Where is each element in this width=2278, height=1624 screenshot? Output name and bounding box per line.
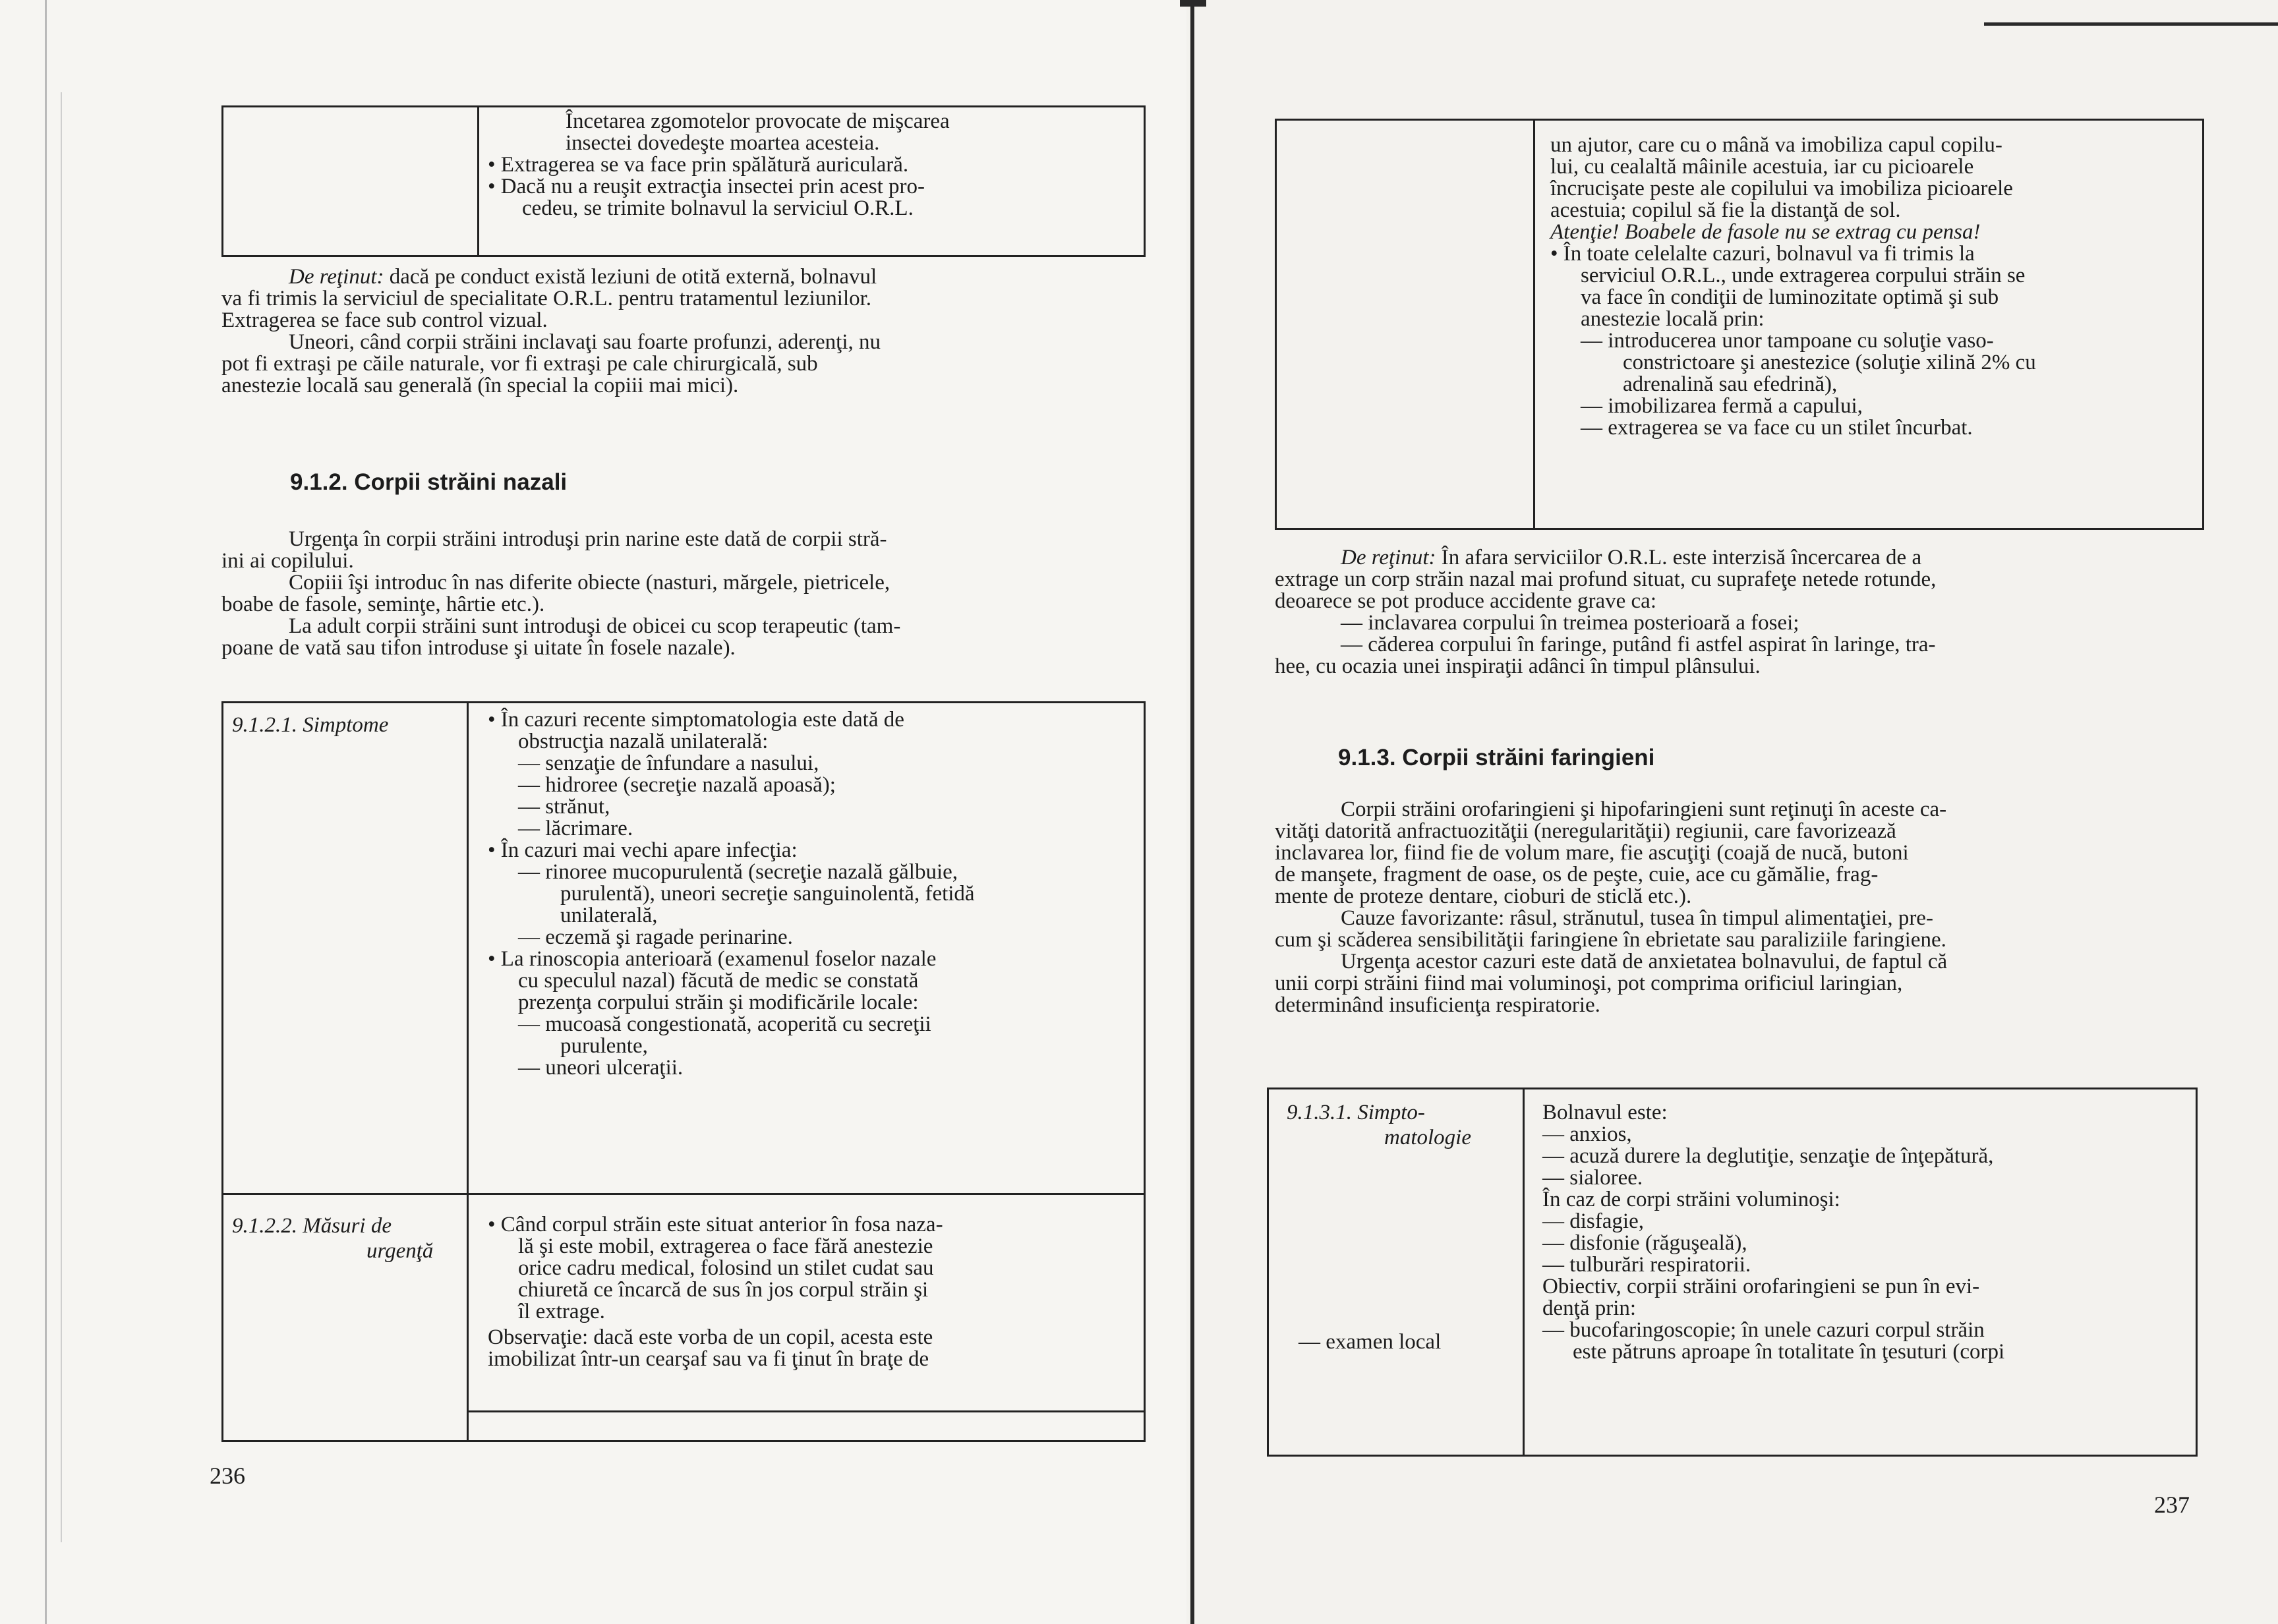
text-line: În caz de corpi străini voluminoşi: [1542,1188,1840,1211]
text-line: denţă prin: [1542,1296,1637,1320]
dash-item: — sialoree. [1542,1166,1643,1190]
dash-item: — strănut, [518,795,610,819]
dash-item: — bucofaringoscopie; în unele cazuri corpul străin [1542,1318,1985,1342]
dash-item: — anxios, [1542,1122,1632,1146]
bullet-item: • Dacă nu a reuşit extracţia insectei prin acest pro- [488,175,925,198]
table-row-divider [221,1193,1146,1195]
bullet-item: • Extragerea se va face prin spălătură auriculară. [488,153,909,177]
text-line: dacă pe conduct există leziuni de otită externă, bolnavul [389,265,877,289]
text-line: hee, cu ocazia unei inspiraţii adânci în timpul plânsului. [1275,654,1761,678]
table-divider [1533,119,1535,530]
dash-item: — introducerea unor tampoane cu soluţie vaso- [1581,329,1994,353]
text-line: boabe de fasole, seminţe, hârtie etc.). [221,593,545,616]
text-line: Urgenţa în corpii străini introduşi prin narine este dată de corpii stră- [289,527,887,551]
text-line: inclavarea lor, fiind fie de volum mare, fie ascuţiţi (coajă de nucă, butoni [1275,841,1909,865]
text-line: un ajutor, care cu o mână va imobiliza capul copilu- [1550,133,2002,157]
text-line: anestezie locală sau generală (în special la copiii mai mici). [221,374,739,397]
dash-item: — lăcrimare. [518,817,633,840]
text-line: de manşete, fragment de oase, os de peşte, cuie, ace cu gămălie, frag- [1275,863,1879,886]
text-line: Bolnavul este: [1542,1101,1668,1124]
text-line: deoarece se pot produce accidente grave ca: [1275,589,1656,613]
text-line: chiuretă ce încarcă de sus în jos corpul străin şi [518,1278,929,1302]
text-line: La adult corpii străini sunt introduşi de obicei cu scop terapeutic (tam- [289,614,901,638]
dash-item: — senzaţie de înfundare a nasului, [518,751,819,775]
table-divider [1523,1088,1525,1457]
text-line: Observaţie: dacă este vorba de un copil, acesta este [488,1325,933,1349]
text-line: cu speculul nazal) făcută de medic se constată [518,969,919,993]
text-line: orice cadru medical, folosind un stilet cudat sau [518,1256,934,1280]
note-label: De reţinut: [289,265,384,289]
text-line: Încetarea zgomotelor provocate de mişcarea [566,109,950,133]
text-line: Urgenţa acestor cazuri este dată de anxietatea bolnavului, de faptul că [1341,950,1948,973]
symptoms-content [488,709,1140,1079]
dash-item: — extragerea se va face cu un stilet încurbat. [1581,416,1973,440]
left-top-table-content [488,111,1140,219]
text-line: poane de vată sau tifon introduse şi uitate în fosele nazale). [221,636,736,660]
text-line: va fi trimis la serviciul de specialitate O.R.L. pentru tratamentul leziunilor. [221,287,872,310]
scan-edge-line [45,0,47,1624]
text-line: anestezie locală prin: [1581,307,1765,331]
text-line: cum şi scăderea sensibilităţii faringiene în ebrietate sau paraliziile faringiene. [1275,928,1946,952]
text-line: ini ai copilului. [221,549,354,573]
text-line: extrage un corp străin nazal mai profund situat, cu suprafeţe netede rotunde, [1275,567,1937,591]
text-line: constrictoare şi anestezice (soluţie xilină 2% cu [1623,351,2036,374]
exam-local-label: — examen local [1299,1330,1442,1354]
table-divider [477,105,479,257]
bullet-item: • Când corpul străin este situat anterior în fosa naza- [488,1213,943,1236]
symptoms-label-cont: matologie [1384,1126,1471,1149]
text-line: cedeu, se trimite bolnavul la serviciul O.R.L. [522,196,914,220]
right-symptoms-content [1542,1102,2191,1363]
text-line: Copiii îşi introduc în nas diferite obiecte (nasturi, mărgele, pietricele, [289,571,891,594]
text-line: Extragerea se face sub control vizual. [221,308,548,332]
page-number: 237 [2154,1492,2190,1518]
text-line: încrucişate peste ale copilului va imobiliza picioarele [1550,177,2013,200]
table-divider [467,701,469,1442]
urgent-content [488,1214,1140,1370]
text-line: insectei dovedeşte moartea acesteia. [566,131,880,155]
text-line: determinând insuficienţa respiratorie. [1275,993,1600,1017]
dash-item: — imobilizarea fermă a capului, [1581,394,1863,418]
bullet-item: • În toate celelalte cazuri, bolnavul va fi trimis la [1550,242,1975,266]
right-intro-paragraph [1275,799,2204,1016]
text-line: Obiectiv, corpii străini orofaringieni se pun în evi- [1542,1275,1980,1298]
text-line: În afara serviciilor O.R.L. este interzisă încercarea de a [1441,546,1922,569]
text-line: lui, cu cealaltă mâinile acestuia, iar cu picioarele [1550,155,1974,179]
right-note-paragraph [1275,547,2204,678]
urgent-label: 9.1.2.2. Măsuri de [232,1214,392,1238]
text-line: prezenţa corpului străin şi modificările locale: [518,991,919,1014]
dash-item: — acuză durere la deglutiţie, senzaţie de înţepătură, [1542,1144,1994,1168]
text-line: unii corpi străini fiind mai voluminoşi, pot comprima orificiul laringian, [1275,972,1903,995]
text-line: serviciul O.R.L., unde extragerea corpului străin se [1581,264,2026,287]
section-heading: 9.1.2. Corpii străini nazali [290,469,568,495]
symptoms-label: 9.1.2.1. Simptome [232,713,389,737]
text-line: acestuia; copilul să fie la distanţă de sol. [1550,198,1901,222]
text-line: purulente, [560,1034,648,1058]
left-intro-paragraph [221,529,1146,659]
section-heading: 9.1.3. Corpii străini faringieni [1338,745,1655,770]
note-label: De reţinut: [1341,546,1436,569]
page-number: 236 [210,1463,245,1489]
text-line: îl extrage. [518,1300,605,1323]
text-line: lă şi este mobil, extragerea o face fără anestezie [518,1234,933,1258]
dash-item: — disfonie (răguşeală), [1542,1231,1747,1255]
dash-item: — uneori ulceraţii. [518,1056,684,1080]
urgent-label-cont: urgenţă [366,1239,434,1263]
bullet-item: • La rinoscopia anterioară (examenul foselor nazale [488,947,937,971]
dash-item: — disfagie, [1542,1209,1644,1233]
text-line: unilaterală, [560,904,658,927]
text-line: pot fi extraşi pe căile naturale, vor fi extraşi pe cale chirurgicală, sub [221,352,818,376]
dash-item: — tulburări respiratorii. [1542,1253,1751,1277]
book-gutter [1190,0,1194,1624]
text-line: purulentă), uneori secreţie sanguinolentă, fetidă [560,882,975,906]
book-gutter-cap [1180,0,1206,7]
dash-item: — inclavarea corpului în treimea posterioară a fosei; [1341,611,1799,635]
table-row-divider [467,1410,1146,1412]
scan-top-rule [1984,22,2278,26]
dash-item: — eczemă şi ragade perinarine. [518,925,793,949]
text-line: obstrucţia nazală unilaterală: [518,730,769,753]
left-note-paragraph [221,266,1146,397]
right-top-table-content [1550,134,2199,439]
dash-item: — rinoree mucopurulentă (secreţie nazală gălbuie, [518,860,958,884]
text-line: Uneori, când corpii străini inclavaţi sau foarte profunzi, aderenţi, nu [289,330,881,354]
text-line: imobilizat într-un cearşaf sau va fi ţinut în braţe de [488,1347,929,1371]
text-line: este pătruns aproape în totalitate în ţesuturi (corpi [1573,1340,2005,1364]
bullet-item: • În cazuri recente simptomatologia este dată de [488,708,904,732]
text-line: va face în condiţii de luminozitate optimă şi sub [1581,285,1999,309]
bullet-item: • În cazuri mai vechi apare infecţia: [488,838,798,862]
text-line: adrenalină sau efedrină), [1623,372,1838,396]
dash-item: — mucoasă congestionată, acoperită cu secreţii [518,1012,931,1036]
text-line: mente de proteze dentare, cioburi de sticlă etc.). [1275,884,1692,908]
scan-edge-line [61,92,62,1542]
warning-line: Atenţie! Boabele de fasole nu se extrag cu pensa! [1550,220,1981,244]
dash-item: — căderea corpului în faringe, putând fi astfel aspirat în laringe, tra- [1341,633,1936,656]
text-line: vităţi datorită anfractuozităţii (neregularităţii) regiunii, care favorizează [1275,819,1896,843]
text-line: Corpii străini orofaringieni şi hipofaringieni sunt reţinuţi în aceste ca- [1341,798,1947,821]
dash-item: — hidroree (secreţie nazală apoasă); [518,773,836,797]
symptoms-label: 9.1.3.1. Simpto- [1287,1101,1425,1124]
text-line: Cauze favorizante: râsul, strănutul, tusea în timpul alimentaţiei, pre- [1341,906,1933,930]
